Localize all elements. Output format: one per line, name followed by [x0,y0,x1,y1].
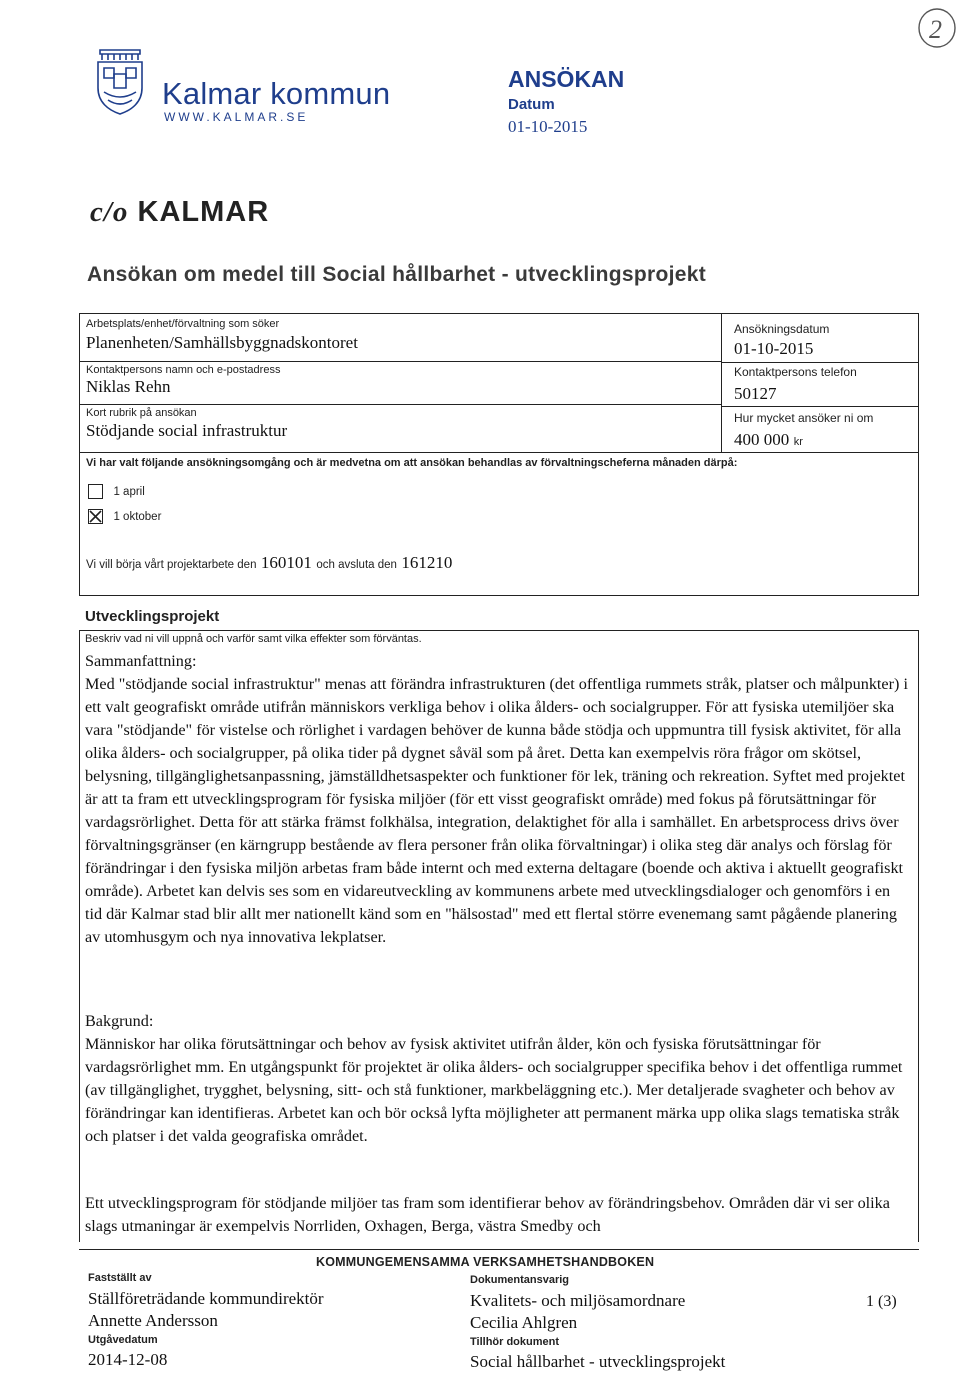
co-kalmar-logo: c/o KALMAR [90,196,270,228]
section-subheading: Beskriv vad ni vill uppnå och varför samt vilka effekter som förväntas. [85,633,422,645]
option-oktober[interactable] [88,508,161,526]
divider [79,361,721,362]
application-round-text: Vi har valt följande ansökningsomgång och är medvetna om att ansökan behandlas av förvaltningscheferna månaden därpå: [86,457,738,469]
document-type: ANSÖKAN [508,66,625,92]
project-period: Vi vill börja vårt projektarbete den 160101 och avsluta den 161210 [86,553,453,572]
responsible-label: Dokumentansvarig [470,1274,570,1286]
amount-label: Hur mycket ansöker ni om [734,411,874,425]
summary-text: Med "stödjande social infrastruktur" menas att förändra infrastrukturen (det offentliga rummets stråk, platser och målpunkter) i ett valt geografiskt område utifrån människors verkliga behov i olika ålders- och socialgrupper. För att fysiska utemiljöer ska vara "stödjande" för vistelse och rörlighet i vardagen behöver de kunna både stödja och uppmuntra till fysisk aktivitet, för alla olika ålders- och socialgrupper, på olika tider på dygnet såväl som på året. Detta kan exempelvis röra frågor om skötsel, belysning, tillgänglighetsanpassning, jämställdhetsaspekter och funktioner för lek, träning och rekreation. Syftet med projektet är att ta fram ett utvecklingsprogram för fysiska miljöer (för ett visst geografiskt område) med fokus på förutsättningar för vardagsrörlighet. Detta för att stärka främst folkhälsa, integration, delaktighet för alla i samhället. En arbetsprocess drivs över förvaltningsgränser (en kärngrupp bestående av flera personer från olika förvaltningar) i olika steg där analys och förslag för förändringar i den fysiska miljön arbetas fram både internt och med externa deltagare (boende och aktiva i aktuellt geografiskt område). Arbetet kan delvis ses som en vidareutveckling av kommunens arbete med utvecklingsdialoger och genomförs i en tid där Kalmar stad blir allt mer nationellt känd som en "hälsostad" med ett flertal större evenemang samt pågående planering av utomhusgym och nya innovativa lekplatser. [85,675,908,946]
belongs-to-label: Tillhör dokument [470,1336,560,1348]
contact-label: Kontaktpersons namn och e-postadress [86,364,281,376]
workplace-label: Arbetsplats/enhet/förvaltning som söker [86,318,280,330]
workplace-value: Planenheten/Samhällsbyggnadskontoret [86,333,358,352]
brand-website: WWW.KALMAR.SE [164,110,309,124]
brand-name: Kalmar kommun [162,76,391,111]
handwritten-page-mark [912,4,958,50]
date-value: 01-10-2015 [508,117,588,136]
program-section [85,1192,910,1238]
contact-value: Niklas Rehn [86,377,171,396]
checkmark-x-icon [89,510,102,523]
background-title: Bakgrund: [85,1012,154,1030]
footer-divider [79,1249,919,1250]
option-oktober-label: 1 oktober [113,510,162,523]
app-date-value: 01-10-2015 [734,339,814,358]
section-heading: Utvecklingsprojekt [85,608,220,625]
phone-label: Kontaktpersons telefon [734,365,857,379]
option-april[interactable] [88,483,145,501]
background-section [85,1010,910,1148]
app-date-label: Ansökningsdatum [734,322,830,336]
svg-text:2: 2 [929,15,942,44]
divider [721,313,722,452]
checkbox-april[interactable] [88,484,103,499]
amount-unit: kr [793,436,803,448]
established-value: Ställföreträdande kommundirektör [88,1289,324,1308]
summary-label: Kort rubrik på ansökan [86,407,197,419]
period-start: 160101 [260,553,312,572]
program-text: Ett utvecklingsprogram för stödjande miljöer tas fram som identifierar behov av förändringsbehov. Områden där vi ser olika slags utmaningar är exempelvis Norrliden, Oxhagen, Berga, västra Smedby och [85,1194,890,1235]
responsible-name: Cecilia Ahlgren [470,1313,578,1332]
divider [721,362,919,363]
checkbox-oktober[interactable] [88,509,103,524]
page-number: 1 (3) [866,1293,897,1310]
belongs-to-value: Social hållbarhet - utvecklingsprojekt [470,1352,726,1371]
amount-field [734,430,803,450]
footer-title: KOMMUNGEMENSAMMA VERKSAMHETSHANDBOKEN [316,1255,655,1269]
divider [721,406,919,407]
summary-section [85,650,910,949]
period-end: 161210 [401,553,453,572]
divider [79,404,721,405]
established-label: Fastställt av [88,1272,152,1284]
summary-value: Stödjande social infrastruktur [86,421,288,440]
divider [79,452,919,453]
issue-date-value: 2014-12-08 [88,1350,168,1369]
issue-date-label: Utgåvedatum [88,1334,158,1346]
amount-value: 400 000 [734,430,790,449]
phone-value: 50127 [734,384,777,403]
option-april-label: 1 april [113,485,145,498]
background-text: Människor har olika förutsättningar och behov av fysisk aktivitet utifrån ålder, kön och fysiska förutsättningar för vardagsrörlighet mm. En utgångspunkt för projektet är olika ålders- och socialgrupper specifika behov i det offentliga rummet (av tillgänglighet, trygghet, belysning, sitt- och stå funktioner, markbeläggning etc.). Mer detaljerade svagheter och behov av förändringar kan identifieras. Arbetet kan och bör också lyfta möjligheter att permanent märka upp olika slags tematiska stråk och platser i det valda geografiska området. [85,1035,903,1145]
summary-title: Sammanfattning: [85,652,197,670]
date-label: Datum [508,96,555,113]
responsible-value: Kvalitets- och miljösamordnare [470,1291,686,1310]
main-heading: Ansökan om medel till Social hållbarhet - utvecklingsprojekt [87,263,706,286]
author-value: Annette Andersson [88,1311,218,1330]
kalmar-crest-icon [94,46,146,118]
